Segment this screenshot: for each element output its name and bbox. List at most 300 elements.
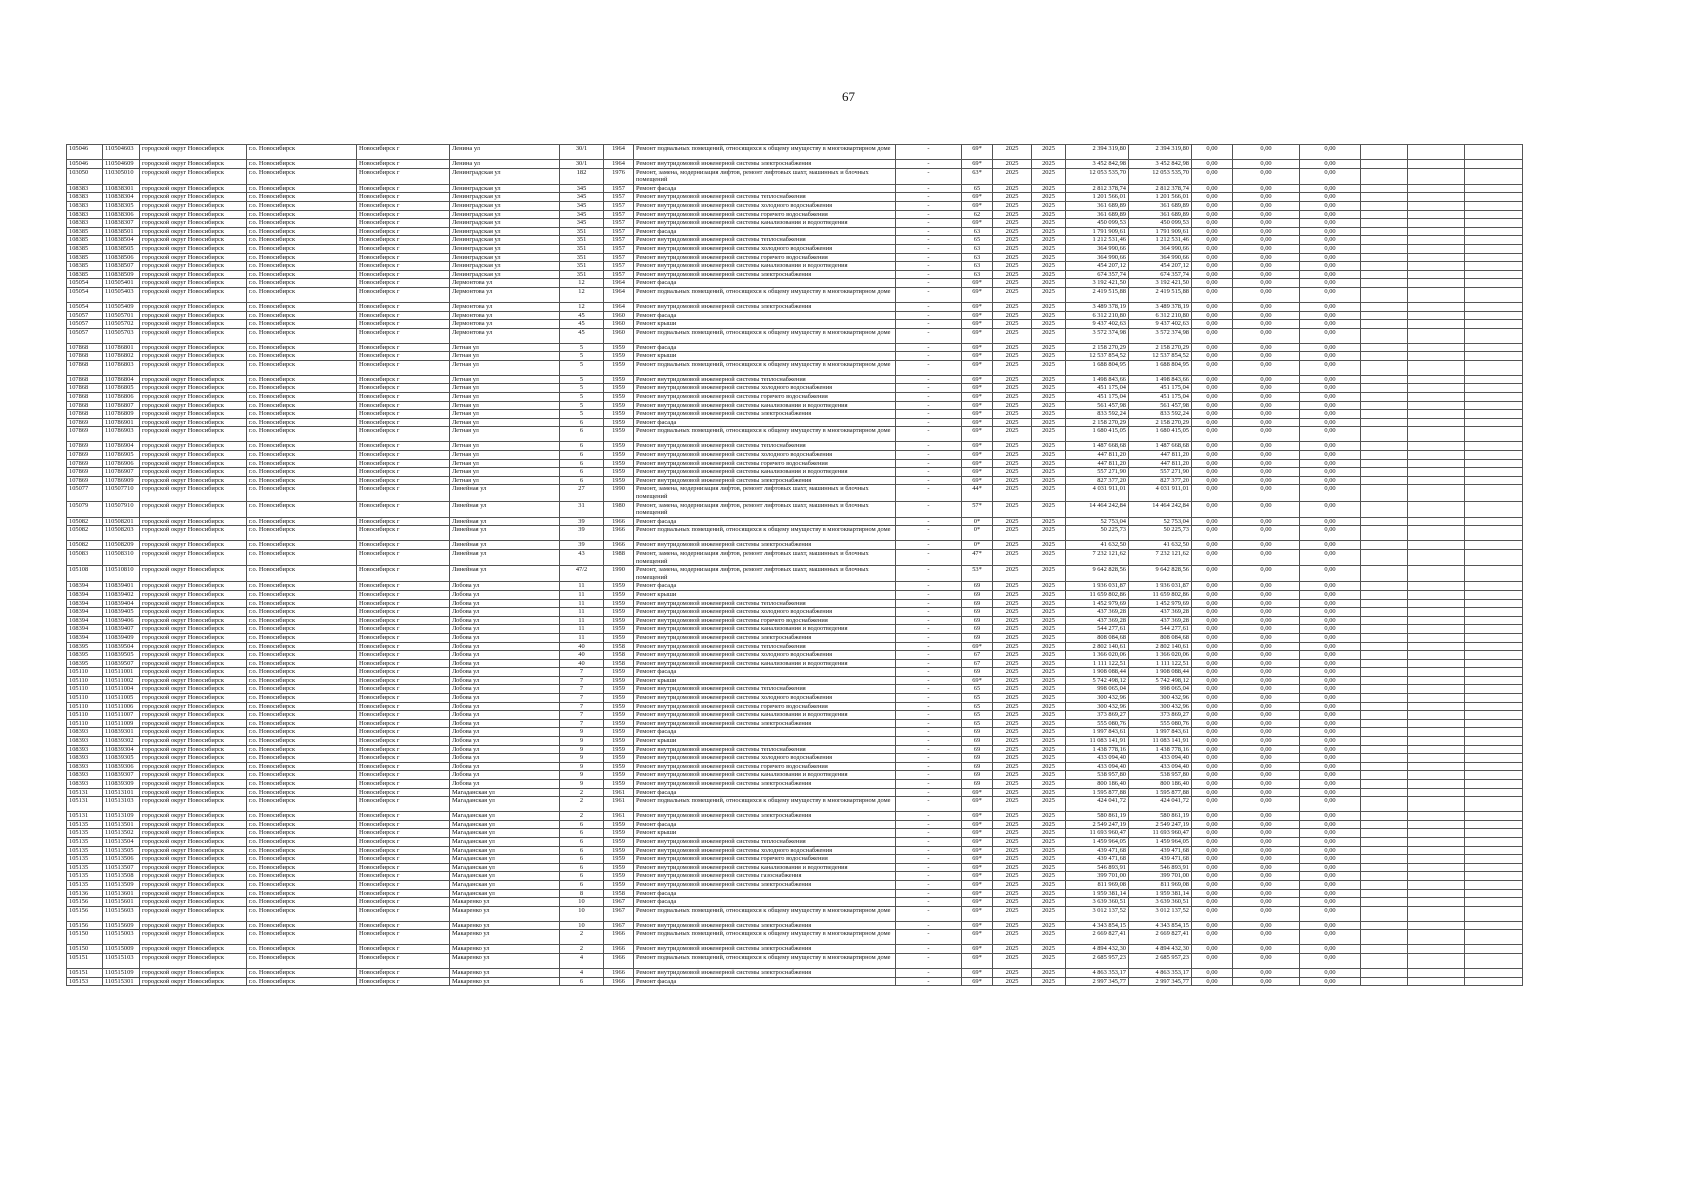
cell-build-year: 1957 bbox=[604, 236, 634, 245]
cell-cost-other-2: 0,00 bbox=[1233, 754, 1300, 763]
cell-dash: - bbox=[896, 719, 962, 728]
cell-wear-pct: 69* bbox=[962, 476, 993, 485]
cell-house-id: 105110 bbox=[67, 685, 103, 694]
cell-empty-3 bbox=[1465, 328, 1523, 343]
cell-go: г.о. Новосибирск bbox=[247, 771, 357, 780]
cell-city: Новосибирск г bbox=[357, 541, 450, 550]
cell-city: Новосибирск г bbox=[357, 582, 450, 591]
cell-okrug: городской округ Новосибирск bbox=[140, 728, 247, 737]
cell-year-start: 2025 bbox=[993, 797, 1032, 812]
cell-cost-other-2: 0,00 bbox=[1233, 393, 1300, 402]
cell-work-code: 110838506 bbox=[103, 253, 140, 262]
cell-year-start: 2025 bbox=[993, 625, 1032, 634]
cell-year-start: 2025 bbox=[993, 270, 1032, 279]
cell-cost-other-1: 0,00 bbox=[1192, 501, 1233, 517]
cell-year-start: 2025 bbox=[993, 201, 1032, 210]
cell-empty-3 bbox=[1465, 201, 1523, 210]
table-row bbox=[67, 476, 1523, 485]
cell-house-number: 6 bbox=[560, 880, 604, 889]
cell-wear-pct: 69* bbox=[962, 855, 993, 864]
cell-work-code: 110513109 bbox=[103, 812, 140, 821]
cell-empty-3 bbox=[1465, 685, 1523, 694]
cell-go: г.о. Новосибирск bbox=[247, 517, 357, 526]
cell-wear-pct: 69* bbox=[962, 401, 993, 410]
cell-wear-pct: 65 bbox=[962, 184, 993, 193]
cell-total-cost: 557 271,90 bbox=[1066, 468, 1129, 477]
cell-wear-pct: 65 bbox=[962, 685, 993, 694]
cell-go: г.о. Новосибирск bbox=[247, 668, 357, 677]
cell-year-end: 2025 bbox=[1032, 780, 1066, 789]
cell-okrug: городской округ Новосибирск bbox=[140, 227, 247, 236]
cell-build-year: 1958 bbox=[604, 889, 634, 898]
cell-house-number: 11 bbox=[560, 599, 604, 608]
cell-empty-3 bbox=[1465, 393, 1523, 402]
cell-cost-fund: 9 642 828,56 bbox=[1129, 566, 1192, 582]
cell-okrug: городской округ Новосибирск bbox=[140, 846, 247, 855]
cell-cost-other-1: 0,00 bbox=[1192, 837, 1233, 846]
cell-empty-1 bbox=[1361, 393, 1408, 402]
cell-empty-2 bbox=[1408, 549, 1465, 565]
cell-dash: - bbox=[896, 541, 962, 550]
cell-cost-other-1: 0,00 bbox=[1192, 427, 1233, 442]
cell-street: Макаренко ул bbox=[450, 906, 560, 921]
cell-dash: - bbox=[896, 921, 962, 930]
cell-year-end: 2025 bbox=[1032, 676, 1066, 685]
cell-street: Ленинградская ул bbox=[450, 244, 560, 253]
cell-work-code: 110786903 bbox=[103, 427, 140, 442]
cell-dash: - bbox=[896, 410, 962, 419]
cell-empty-3 bbox=[1465, 633, 1523, 642]
cell-house-number: 5 bbox=[560, 360, 604, 375]
cell-empty-3 bbox=[1465, 837, 1523, 846]
cell-year-end: 2025 bbox=[1032, 427, 1066, 442]
cell-empty-3 bbox=[1465, 541, 1523, 550]
cell-year-end: 2025 bbox=[1032, 616, 1066, 625]
cell-year-end: 2025 bbox=[1032, 393, 1066, 402]
cell-build-year: 1976 bbox=[604, 168, 634, 184]
table-row bbox=[67, 328, 1523, 343]
cell-okrug: городской округ Новосибирск bbox=[140, 745, 247, 754]
cell-empty-1 bbox=[1361, 320, 1408, 329]
cell-go: г.о. Новосибирск bbox=[247, 837, 357, 846]
cell-okrug: городской округ Новосибирск bbox=[140, 945, 247, 954]
table-row bbox=[67, 788, 1523, 797]
cell-okrug: городской округ Новосибирск bbox=[140, 906, 247, 921]
cell-wear-pct: 0* bbox=[962, 526, 993, 541]
cell-empty-3 bbox=[1465, 880, 1523, 889]
cell-street: Лермонтова ул bbox=[450, 302, 560, 311]
cell-total-cost: 561 457,98 bbox=[1066, 401, 1129, 410]
cell-street: Летная ул bbox=[450, 360, 560, 375]
cell-year-start: 2025 bbox=[993, 582, 1032, 591]
cell-cost-other-3: 0,00 bbox=[1300, 855, 1361, 864]
cell-cost-other-1: 0,00 bbox=[1192, 745, 1233, 754]
cell-empty-2 bbox=[1408, 236, 1465, 245]
cell-house-number: 345 bbox=[560, 201, 604, 210]
cell-wear-pct: 69* bbox=[962, 287, 993, 302]
table-row bbox=[67, 210, 1523, 219]
cell-house-id: 107869 bbox=[67, 442, 103, 451]
cell-house-id: 108385 bbox=[67, 244, 103, 253]
cell-empty-2 bbox=[1408, 517, 1465, 526]
cell-house-number: 5 bbox=[560, 410, 604, 419]
cell-go: г.о. Новосибирск bbox=[247, 526, 357, 541]
cell-house-number: 351 bbox=[560, 227, 604, 236]
cell-empty-2 bbox=[1408, 193, 1465, 202]
cell-city: Новосибирск г bbox=[357, 968, 450, 977]
cell-total-cost: 433 094,40 bbox=[1066, 762, 1129, 771]
cell-work-type: Ремонт, замена, модернизация лифтов, ремонт лифтовых шахт, машинных и блочных помещений bbox=[634, 485, 896, 501]
cell-house-id: 105110 bbox=[67, 719, 103, 728]
table-row bbox=[67, 193, 1523, 202]
cell-total-cost: 11 693 960,47 bbox=[1066, 829, 1129, 838]
cell-cost-other-3: 0,00 bbox=[1300, 210, 1361, 219]
cell-work-type: Ремонт внутридомовой инженерной системы канализования и водоотведения bbox=[634, 219, 896, 228]
cell-empty-2 bbox=[1408, 375, 1465, 384]
cell-cost-other-3: 0,00 bbox=[1300, 702, 1361, 711]
cell-work-type: Ремонт внутридомовой инженерной системы теплоснабжения bbox=[634, 442, 896, 451]
cell-year-start: 2025 bbox=[993, 253, 1032, 262]
cell-empty-1 bbox=[1361, 745, 1408, 754]
cell-empty-3 bbox=[1465, 476, 1523, 485]
cell-city: Новосибирск г bbox=[357, 788, 450, 797]
cell-total-cost: 2 997 345,77 bbox=[1066, 977, 1129, 986]
cell-cost-other-3: 0,00 bbox=[1300, 762, 1361, 771]
cell-city: Новосибирск г bbox=[357, 328, 450, 343]
cell-dash: - bbox=[896, 642, 962, 651]
cell-cost-other-3: 0,00 bbox=[1300, 485, 1361, 501]
cell-okrug: городской округ Новосибирск bbox=[140, 459, 247, 468]
cell-build-year: 1966 bbox=[604, 945, 634, 954]
cell-cost-other-2: 0,00 bbox=[1233, 549, 1300, 565]
cell-city: Новосибирск г bbox=[357, 977, 450, 986]
cell-go: г.о. Новосибирск bbox=[247, 754, 357, 763]
cell-house-id: 107868 bbox=[67, 410, 103, 419]
cell-total-cost: 300 432,96 bbox=[1066, 702, 1129, 711]
cell-cost-fund: 50 225,73 bbox=[1129, 526, 1192, 541]
cell-work-code: 110839306 bbox=[103, 762, 140, 771]
cell-year-end: 2025 bbox=[1032, 526, 1066, 541]
cell-dash: - bbox=[896, 668, 962, 677]
cell-city: Новосибирск г bbox=[357, 311, 450, 320]
cell-street: Летная ул bbox=[450, 459, 560, 468]
cell-wear-pct: 69* bbox=[962, 451, 993, 460]
cell-dash: - bbox=[896, 328, 962, 343]
cell-go: г.о. Новосибирск bbox=[247, 945, 357, 954]
cell-dash: - bbox=[896, 244, 962, 253]
cell-house-number: 7 bbox=[560, 711, 604, 720]
cell-wear-pct: 62 bbox=[962, 210, 993, 219]
cell-cost-other-2: 0,00 bbox=[1233, 977, 1300, 986]
cell-street: Лобова ул bbox=[450, 590, 560, 599]
cell-go: г.о. Новосибирск bbox=[247, 184, 357, 193]
table-row bbox=[67, 945, 1523, 954]
cell-street: Магаданская ул bbox=[450, 880, 560, 889]
cell-street: Лобова ул bbox=[450, 625, 560, 634]
cell-empty-2 bbox=[1408, 921, 1465, 930]
cell-cost-other-2: 0,00 bbox=[1233, 953, 1300, 968]
cell-street: Лермонтова ул bbox=[450, 311, 560, 320]
cell-build-year: 1959 bbox=[604, 442, 634, 451]
cell-year-start: 2025 bbox=[993, 608, 1032, 617]
cell-year-end: 2025 bbox=[1032, 745, 1066, 754]
cell-cost-fund: 2 419 515,88 bbox=[1129, 287, 1192, 302]
cell-work-code: 110508209 bbox=[103, 541, 140, 550]
cell-empty-3 bbox=[1465, 549, 1523, 565]
cell-wear-pct: 69* bbox=[962, 829, 993, 838]
cell-dash: - bbox=[896, 168, 962, 184]
cell-cost-other-1: 0,00 bbox=[1192, 855, 1233, 864]
cell-year-start: 2025 bbox=[993, 685, 1032, 694]
table-row bbox=[67, 702, 1523, 711]
cell-okrug: городской округ Новосибирск bbox=[140, 771, 247, 780]
cell-okrug: городской округ Новосибирск bbox=[140, 880, 247, 889]
cell-cost-fund: 1 908 088,44 bbox=[1129, 668, 1192, 677]
cell-cost-fund: 447 811,20 bbox=[1129, 451, 1192, 460]
cell-year-end: 2025 bbox=[1032, 762, 1066, 771]
cell-cost-other-3: 0,00 bbox=[1300, 302, 1361, 311]
cell-cost-other-1: 0,00 bbox=[1192, 930, 1233, 945]
cell-work-code: 110786904 bbox=[103, 442, 140, 451]
cell-okrug: городской округ Новосибирск bbox=[140, 549, 247, 565]
cell-house-id: 107868 bbox=[67, 393, 103, 402]
cell-empty-2 bbox=[1408, 418, 1465, 427]
cell-empty-3 bbox=[1465, 642, 1523, 651]
cell-house-id: 107869 bbox=[67, 459, 103, 468]
cell-street: Ленинградская ул bbox=[450, 168, 560, 184]
cell-work-code: 110839406 bbox=[103, 616, 140, 625]
cell-city: Новосибирск г bbox=[357, 945, 450, 954]
cell-street: Лобова ул bbox=[450, 633, 560, 642]
cell-cost-fund: 433 094,40 bbox=[1129, 754, 1192, 763]
cell-street: Ленина ул bbox=[450, 160, 560, 169]
cell-work-type: Ремонт крыши bbox=[634, 737, 896, 746]
cell-year-end: 2025 bbox=[1032, 343, 1066, 352]
cell-build-year: 1990 bbox=[604, 566, 634, 582]
cell-cost-fund: 811 969,08 bbox=[1129, 880, 1192, 889]
table-row bbox=[67, 352, 1523, 361]
cell-dash: - bbox=[896, 270, 962, 279]
cell-build-year: 1959 bbox=[604, 745, 634, 754]
cell-work-type: Ремонт подвальных помещений, относящихся к общему имуществу в многоквартирном доме bbox=[634, 287, 896, 302]
cell-okrug: городской округ Новосибирск bbox=[140, 702, 247, 711]
cell-cost-fund: 41 632,50 bbox=[1129, 541, 1192, 550]
cell-total-cost: 3 639 360,51 bbox=[1066, 898, 1129, 907]
cell-year-end: 2025 bbox=[1032, 582, 1066, 591]
cell-house-id: 108383 bbox=[67, 210, 103, 219]
table-row bbox=[67, 762, 1523, 771]
cell-year-start: 2025 bbox=[993, 719, 1032, 728]
cell-okrug: городской округ Новосибирск bbox=[140, 270, 247, 279]
cell-house-number: 12 bbox=[560, 287, 604, 302]
cell-year-end: 2025 bbox=[1032, 517, 1066, 526]
cell-empty-3 bbox=[1465, 279, 1523, 288]
cell-house-id: 105077 bbox=[67, 485, 103, 501]
cell-cost-fund: 11 083 141,91 bbox=[1129, 737, 1192, 746]
cell-city: Новосибирск г bbox=[357, 880, 450, 889]
cell-cost-other-2: 0,00 bbox=[1233, 375, 1300, 384]
cell-dash: - bbox=[896, 676, 962, 685]
cell-cost-fund: 437 369,28 bbox=[1129, 616, 1192, 625]
table-row bbox=[67, 236, 1523, 245]
cell-go: г.о. Новосибирск bbox=[247, 244, 357, 253]
cell-work-type: Ремонт внутридомовой инженерной системы холодного водоснабжения bbox=[634, 754, 896, 763]
cell-empty-2 bbox=[1408, 582, 1465, 591]
cell-work-type: Ремонт внутридомовой инженерной системы электроснабжения bbox=[634, 160, 896, 169]
cell-cost-other-3: 0,00 bbox=[1300, 219, 1361, 228]
cell-work-code: 110505701 bbox=[103, 311, 140, 320]
table-row bbox=[67, 880, 1523, 889]
cell-work-type: Ремонт фасада bbox=[634, 788, 896, 797]
cell-total-cost: 2 549 247,19 bbox=[1066, 820, 1129, 829]
cell-house-id: 108383 bbox=[67, 193, 103, 202]
cell-wear-pct: 69 bbox=[962, 599, 993, 608]
cell-cost-fund: 1 791 909,61 bbox=[1129, 227, 1192, 236]
cell-build-year: 1959 bbox=[604, 855, 634, 864]
cell-dash: - bbox=[896, 846, 962, 855]
cell-work-code: 110515609 bbox=[103, 921, 140, 930]
cell-build-year: 1959 bbox=[604, 616, 634, 625]
cell-house-id: 105082 bbox=[67, 526, 103, 541]
cell-go: г.о. Новосибирск bbox=[247, 642, 357, 651]
cell-year-start: 2025 bbox=[993, 427, 1032, 442]
cell-cost-fund: 2 549 247,19 bbox=[1129, 820, 1192, 829]
table-row bbox=[67, 244, 1523, 253]
cell-empty-2 bbox=[1408, 659, 1465, 668]
cell-empty-3 bbox=[1465, 168, 1523, 184]
cell-city: Новосибирск г bbox=[357, 517, 450, 526]
cell-dash: - bbox=[896, 633, 962, 642]
cell-year-start: 2025 bbox=[993, 846, 1032, 855]
cell-empty-1 bbox=[1361, 526, 1408, 541]
cell-year-start: 2025 bbox=[993, 977, 1032, 986]
cell-build-year: 1959 bbox=[604, 427, 634, 442]
cell-wear-pct: 69* bbox=[962, 945, 993, 954]
cell-empty-2 bbox=[1408, 820, 1465, 829]
cell-work-type: Ремонт, замена, модернизация лифтов, ремонт лифтовых шахт, машинных и блочных помещений bbox=[634, 501, 896, 517]
cell-cost-fund: 580 861,19 bbox=[1129, 812, 1192, 821]
cell-street: Макаренко ул bbox=[450, 968, 560, 977]
cell-total-cost: 300 432,96 bbox=[1066, 694, 1129, 703]
cell-work-code: 110305010 bbox=[103, 168, 140, 184]
cell-work-type: Ремонт внутридомовой инженерной системы теплоснабжения bbox=[634, 236, 896, 245]
table-row bbox=[67, 168, 1523, 184]
cell-go: г.о. Новосибирск bbox=[247, 880, 357, 889]
cell-wear-pct: 69* bbox=[962, 837, 993, 846]
cell-empty-3 bbox=[1465, 651, 1523, 660]
cell-work-type: Ремонт фасада bbox=[634, 227, 896, 236]
cell-empty-1 bbox=[1361, 711, 1408, 720]
cell-work-code: 110515601 bbox=[103, 898, 140, 907]
cell-dash: - bbox=[896, 797, 962, 812]
cell-house-id: 105136 bbox=[67, 889, 103, 898]
works-table bbox=[66, 144, 1522, 986]
cell-work-type: Ремонт внутридомовой инженерной системы электроснабжения bbox=[634, 410, 896, 419]
cell-street: Лобова ул bbox=[450, 728, 560, 737]
cell-okrug: городской округ Новосибирск bbox=[140, 526, 247, 541]
cell-year-start: 2025 bbox=[993, 393, 1032, 402]
cell-okrug: городской округ Новосибирск bbox=[140, 898, 247, 907]
cell-street: Магаданская ул bbox=[450, 837, 560, 846]
cell-cost-other-1: 0,00 bbox=[1192, 668, 1233, 677]
cell-house-number: 12 bbox=[560, 279, 604, 288]
cell-house-number: 6 bbox=[560, 872, 604, 881]
cell-house-number: 5 bbox=[560, 384, 604, 393]
cell-cost-other-1: 0,00 bbox=[1192, 737, 1233, 746]
cell-city: Новосибирск г bbox=[357, 676, 450, 685]
table-row bbox=[67, 820, 1523, 829]
cell-year-end: 2025 bbox=[1032, 642, 1066, 651]
cell-cost-other-2: 0,00 bbox=[1233, 227, 1300, 236]
cell-wear-pct: 69* bbox=[962, 953, 993, 968]
cell-work-type: Ремонт фасада bbox=[634, 184, 896, 193]
cell-cost-fund: 5 742 498,12 bbox=[1129, 676, 1192, 685]
cell-cost-other-1: 0,00 bbox=[1192, 145, 1233, 160]
cell-empty-3 bbox=[1465, 711, 1523, 720]
cell-cost-other-1: 0,00 bbox=[1192, 820, 1233, 829]
cell-okrug: городской округ Новосибирск bbox=[140, 244, 247, 253]
cell-go: г.о. Новосибирск bbox=[247, 168, 357, 184]
cell-year-start: 2025 bbox=[993, 418, 1032, 427]
cell-cost-other-3: 0,00 bbox=[1300, 227, 1361, 236]
cell-cost-other-1: 0,00 bbox=[1192, 451, 1233, 460]
cell-empty-1 bbox=[1361, 921, 1408, 930]
cell-house-number: 345 bbox=[560, 219, 604, 228]
cell-empty-2 bbox=[1408, 145, 1465, 160]
cell-work-type: Ремонт подвальных помещений, относящихся к общему имуществу в многоквартирном доме bbox=[634, 526, 896, 541]
cell-cost-other-1: 0,00 bbox=[1192, 184, 1233, 193]
cell-dash: - bbox=[896, 625, 962, 634]
cell-year-end: 2025 bbox=[1032, 945, 1066, 954]
cell-house-id: 107868 bbox=[67, 384, 103, 393]
cell-total-cost: 1 498 843,66 bbox=[1066, 375, 1129, 384]
cell-empty-1 bbox=[1361, 279, 1408, 288]
cell-total-cost: 4 863 353,17 bbox=[1066, 968, 1129, 977]
cell-empty-1 bbox=[1361, 953, 1408, 968]
cell-street: Линейная ул bbox=[450, 549, 560, 565]
cell-cost-other-1: 0,00 bbox=[1192, 352, 1233, 361]
cell-street: Ленинградская ул bbox=[450, 184, 560, 193]
cell-work-code: 110513601 bbox=[103, 889, 140, 898]
cell-wear-pct: 69* bbox=[962, 160, 993, 169]
cell-okrug: городской округ Новосибирск bbox=[140, 485, 247, 501]
cell-empty-1 bbox=[1361, 270, 1408, 279]
cell-okrug: городской округ Новосибирск bbox=[140, 201, 247, 210]
cell-street: Ленинградская ул bbox=[450, 219, 560, 228]
cell-dash: - bbox=[896, 898, 962, 907]
cell-wear-pct: 69* bbox=[962, 302, 993, 311]
cell-cost-other-3: 0,00 bbox=[1300, 642, 1361, 651]
cell-street: Линейная ул bbox=[450, 566, 560, 582]
cell-total-cost: 833 592,24 bbox=[1066, 410, 1129, 419]
cell-dash: - bbox=[896, 320, 962, 329]
cell-build-year: 1957 bbox=[604, 227, 634, 236]
cell-work-type: Ремонт внутридомовой инженерной системы электроснабжения bbox=[634, 476, 896, 485]
cell-work-code: 110838306 bbox=[103, 210, 140, 219]
table-row bbox=[67, 846, 1523, 855]
cell-empty-2 bbox=[1408, 270, 1465, 279]
cell-cost-other-2: 0,00 bbox=[1233, 184, 1300, 193]
cell-house-id: 108395 bbox=[67, 659, 103, 668]
cell-city: Новосибирск г bbox=[357, 401, 450, 410]
cell-total-cost: 454 207,12 bbox=[1066, 262, 1129, 271]
cell-city: Новосибирск г bbox=[357, 889, 450, 898]
cell-city: Новосибирск г bbox=[357, 360, 450, 375]
table-row bbox=[67, 459, 1523, 468]
cell-go: г.о. Новосибирск bbox=[247, 328, 357, 343]
cell-cost-other-2: 0,00 bbox=[1233, 343, 1300, 352]
cell-cost-other-3: 0,00 bbox=[1300, 906, 1361, 921]
